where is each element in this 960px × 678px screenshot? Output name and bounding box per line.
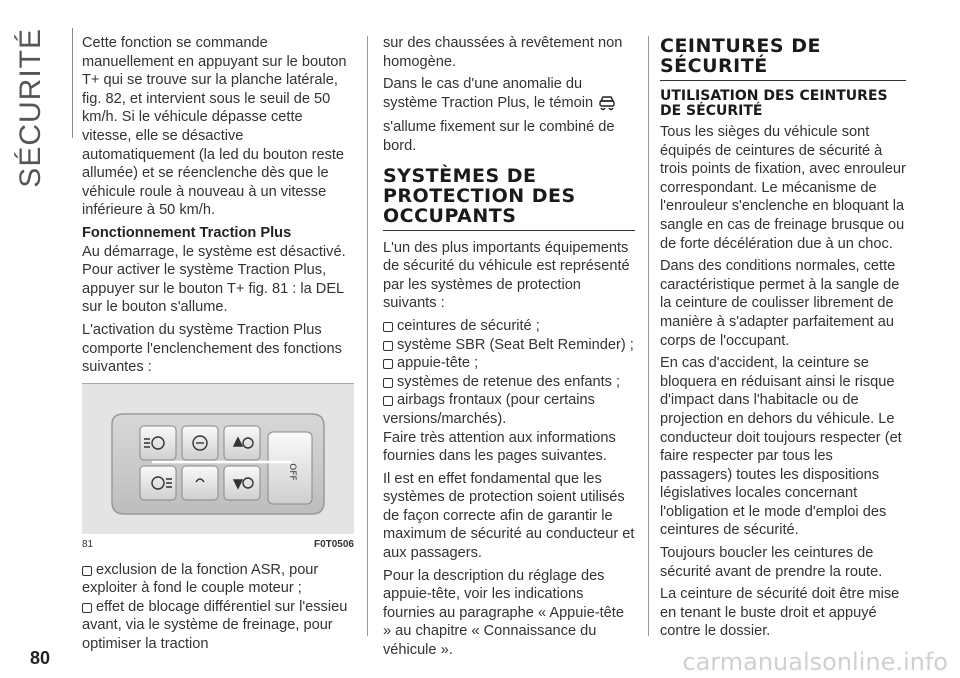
col1-paragraph-2: Au démarrage, le système est désactivé. Pour activer le système Traction Plus, appuyer sur le bouton T+ fig. 81 : la DEL sur le bouton s'allume. [82, 243, 346, 316]
figure-81 [82, 383, 354, 553]
list-item: ceintures de sécurité ; [383, 317, 635, 336]
col3-paragraph-3: En cas d'accident, la ceinture se bloquera en réduisant ainsi le risque d'impact dans l'habitacle ou de projection en dehors du véhicule. Le conducteur doit toujours respecter (et faire respecter par tous les passagers) toutes les dispositions législatives locales concernant l'obligation et le mode d'emploi des ceintures de sécurité. [660, 355, 902, 539]
col3-paragraph-2: Dans des conditions normales, cette caractéristique permet à la sangle de la ceinture de coulisser librement de manière à s'adapter parfaitement au corps de l'occupant. [660, 258, 900, 349]
headlight-up-button [224, 426, 260, 460]
col2-paragraph-4: Il est en effet fondamental que les systèmes de protection soient utilisés de façon correcte afin de garantir le maximum de sécurité au conducteur et aux passagers. [383, 470, 635, 562]
headlight-down-button [224, 466, 260, 500]
side-title-rule [72, 28, 73, 138]
list-item: airbags frontaux (pour certains versions/marchés). [383, 391, 635, 428]
column-divider-2 [648, 36, 649, 636]
col2-paragraph-1: sur des chaussées à revêtement non homogène. [383, 35, 623, 70]
column-3 [660, 34, 906, 645]
col3-paragraph-1: Tous les sièges du véhicule sont équipés de ceintures de sécurité à trois points de fixation, avec enrouleur correspondant. Le mécanisme de l'enrouleur s'enclenche en bloquant la sangle en cas de freinage brusque ou de forte décélération due à un choc. [660, 124, 906, 252]
heading-ceintures: CEINTURES DE SÉCURITÉ [660, 36, 906, 81]
column-1 [82, 34, 354, 654]
col2-paragraph-2-start: Dans le cas d'une anomalie du système Traction Plus, le témoin [383, 76, 594, 111]
col3-paragraph-4: Toujours boucler les ceintures de sécurité avant de prendre la route. [660, 545, 883, 580]
traction-warning-icon [597, 95, 617, 119]
subheading-utilisation: UTILISATION DES CEINTURES DE SÉCURITÉ [660, 88, 888, 119]
col2-paragraph-5: Pour la description du réglage des appuie-tête, voir les indications fournies au paragraphe « Appuie-tête » au chapitre « Connaissance du véhicule ». [383, 567, 624, 659]
heading-systemes-protection: SYSTÈMES DE PROTECTION DES OCCUPANTS [383, 166, 635, 231]
col1-bullet-list [82, 561, 354, 654]
col1-heading-traction-plus: Fonctionnement Traction Plus [82, 224, 292, 241]
page-number: 80 [30, 648, 51, 668]
col2-paragraph-2 [383, 75, 635, 155]
watermark-text: carmanualsonline.info [682, 648, 948, 676]
column-2 [383, 34, 635, 664]
col1-paragraph-1: Cette fonction se commande manuellement en appuyant sur le bouton T+ qui se trouve sur la planche latérale, fig. 82, et intervient sous le seuil de 50 km/h. Si le véhicule dépasse cette vitesse, elle se désactive automatiquement (la led du bouton reste allumée) et se réenclenche dès que le véhicule roule à nouveau à un vitesse inférieure à 50 km/h. [82, 35, 347, 219]
list-item: effet de blocage différentiel sur l'essieu avant, via le système de freinage, pour optimiser la traction [82, 598, 354, 654]
col2-paragraph-2-end: s'allume fixement sur le combiné de bord. [383, 119, 615, 154]
col2-intro: L'un des plus importants équipements de sécurité du véhicule est représenté par les systèmes de protection suivants : [383, 239, 630, 312]
col2-bullet-list [383, 317, 635, 429]
section-side-title: SÉCURITÉ [14, 28, 47, 188]
button-panel-illustration [82, 383, 354, 534]
svg-text:OFF: OFF [287, 462, 297, 481]
list-item: appuie-tête ; [383, 354, 635, 373]
col1-paragraph-3: L'activation du système Traction Plus comporte l'enclenchement des fonctions suivantes : [82, 321, 342, 376]
switch-panel-svg [82, 384, 354, 534]
list-item: exclusion de la fonction ASR, pour exploiter à fond le couple moteur ; [82, 561, 354, 598]
col2-paragraph-3: Faire très attention aux informations fournies dans les pages suivantes. [383, 429, 616, 465]
traction-off-button [182, 466, 218, 500]
col3-paragraph-5: La ceinture de sécurité doit être mise en tenant le buste droit et appuyé contre le dossier. [660, 586, 900, 640]
list-item: système SBR (Seat Belt Reminder) ; [383, 336, 635, 355]
list-item: systèmes de retenue des enfants ; [383, 373, 635, 392]
column-divider-1 [367, 36, 368, 636]
figure-code: F0T0506 [313, 538, 354, 550]
figure-number: 81 [82, 538, 94, 550]
